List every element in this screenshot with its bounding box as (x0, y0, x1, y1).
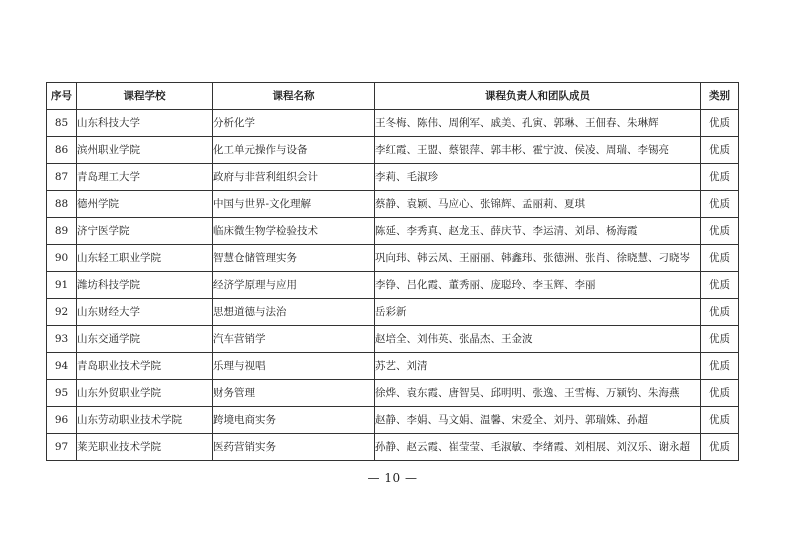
table-row (47, 353, 739, 380)
cell-school: 山东交通学院 (77, 326, 213, 353)
cell-school: 德州学院 (77, 191, 213, 218)
header-school: 课程学校 (77, 83, 213, 110)
cell-school: 济宁医学院 (77, 218, 213, 245)
cell-type: 优质 (701, 164, 739, 191)
cell-type: 优质 (701, 353, 739, 380)
cell-team: 徐烨、袁东霞、唐智昊、邱明明、张逸、王雪梅、万颍钧、朱海燕 (375, 380, 701, 407)
cell-team: 蔡静、袁颖、马应心、张锦辉、孟丽莉、夏琪 (375, 191, 701, 218)
table-row (47, 272, 739, 299)
cell-number: 94 (47, 353, 77, 380)
cell-type: 优质 (701, 137, 739, 164)
table-row (47, 164, 739, 191)
table-header-row (47, 83, 739, 110)
cell-school: 山东外贸职业学院 (77, 380, 213, 407)
cell-team: 王冬梅、陈伟、周俐军、戚美、孔寅、郭琳、王佃春、朱琳辉 (375, 110, 701, 137)
cell-number: 90 (47, 245, 77, 272)
cell-type: 优质 (701, 407, 739, 434)
cell-type: 优质 (701, 191, 739, 218)
table-row (47, 434, 739, 461)
header-type: 类别 (701, 83, 739, 110)
cell-type: 优质 (701, 245, 739, 272)
cell-team: 李铮、吕化霞、董秀丽、庞聪玲、李玉辉、李丽 (375, 272, 701, 299)
cell-number: 85 (47, 110, 77, 137)
table-row (47, 218, 739, 245)
header-team: 课程负责人和团队成员 (375, 83, 701, 110)
cell-number: 91 (47, 272, 77, 299)
cell-type: 优质 (701, 299, 739, 326)
cell-course: 政府与非营利组织会计 (213, 164, 375, 191)
table-row (47, 407, 739, 434)
cell-course: 临床微生物学检验技术 (213, 218, 375, 245)
cell-course: 汽车营销学 (213, 326, 375, 353)
cell-course: 医药营销实务 (213, 434, 375, 461)
page-number: — 10 — (367, 471, 418, 485)
cell-course: 跨境电商实务 (213, 407, 375, 434)
cell-school: 潍坊科技学院 (77, 272, 213, 299)
cell-team: 李红霞、王盟、蔡银萍、郭丰彬、霍宁波、侯凌、周瑞、李锡亮 (375, 137, 701, 164)
cell-team: 巩向玮、韩云凤、王丽丽、韩鑫玮、张德洲、张肖、徐晓慧、刁晓岑 (375, 245, 701, 272)
cell-number: 89 (47, 218, 77, 245)
cell-course: 乐理与视唱 (213, 353, 375, 380)
cell-number: 97 (47, 434, 77, 461)
cell-team: 赵静、李娟、马文娟、温馨、宋爱全、刘丹、郭瑞姝、孙超 (375, 407, 701, 434)
cell-type: 优质 (701, 272, 739, 299)
cell-school: 莱芜职业技术学院 (77, 434, 213, 461)
cell-type: 优质 (701, 110, 739, 137)
cell-number: 86 (47, 137, 77, 164)
cell-course: 分析化学 (213, 110, 375, 137)
course-table (46, 82, 739, 461)
table-row (47, 137, 739, 164)
header-number: 序号 (47, 83, 77, 110)
cell-team: 苏艺、刘清 (375, 353, 701, 380)
cell-school: 山东轻工职业学院 (77, 245, 213, 272)
cell-course: 化工单元操作与设备 (213, 137, 375, 164)
cell-type: 优质 (701, 326, 739, 353)
cell-course: 财务管理 (213, 380, 375, 407)
cell-school: 山东财经大学 (77, 299, 213, 326)
table-row (47, 326, 739, 353)
table-row (47, 380, 739, 407)
cell-school: 山东劳动职业技术学院 (77, 407, 213, 434)
table-row (47, 110, 739, 137)
cell-team: 赵培全、刘伟英、张晶杰、王金波 (375, 326, 701, 353)
table-row (47, 245, 739, 272)
cell-number: 96 (47, 407, 77, 434)
cell-school: 青岛职业技术学院 (77, 353, 213, 380)
cell-number: 87 (47, 164, 77, 191)
cell-number: 93 (47, 326, 77, 353)
table-row (47, 299, 739, 326)
cell-number: 88 (47, 191, 77, 218)
table-row (47, 191, 739, 218)
cell-team: 岳彩新 (375, 299, 701, 326)
header-course: 课程名称 (213, 83, 375, 110)
cell-team: 孙静、赵云霞、崔莹莹、毛淑敏、李绪霞、刘相展、刘汉乐、谢永超 (375, 434, 701, 461)
cell-type: 优质 (701, 380, 739, 407)
cell-type: 优质 (701, 218, 739, 245)
cell-course: 经济学原理与应用 (213, 272, 375, 299)
cell-school: 山东科技大学 (77, 110, 213, 137)
cell-school: 青岛理工大学 (77, 164, 213, 191)
cell-school: 滨州职业学院 (77, 137, 213, 164)
cell-team: 李莉、毛淑珍 (375, 164, 701, 191)
cell-course: 思想道德与法治 (213, 299, 375, 326)
cell-number: 95 (47, 380, 77, 407)
cell-type: 优质 (701, 434, 739, 461)
cell-course: 中国与世界-文化理解 (213, 191, 375, 218)
cell-course: 智慧仓储管理实务 (213, 245, 375, 272)
cell-team: 陈延、李秀真、赵龙玉、薛庆节、李运清、刘昂、杨海霞 (375, 218, 701, 245)
cell-number: 92 (47, 299, 77, 326)
